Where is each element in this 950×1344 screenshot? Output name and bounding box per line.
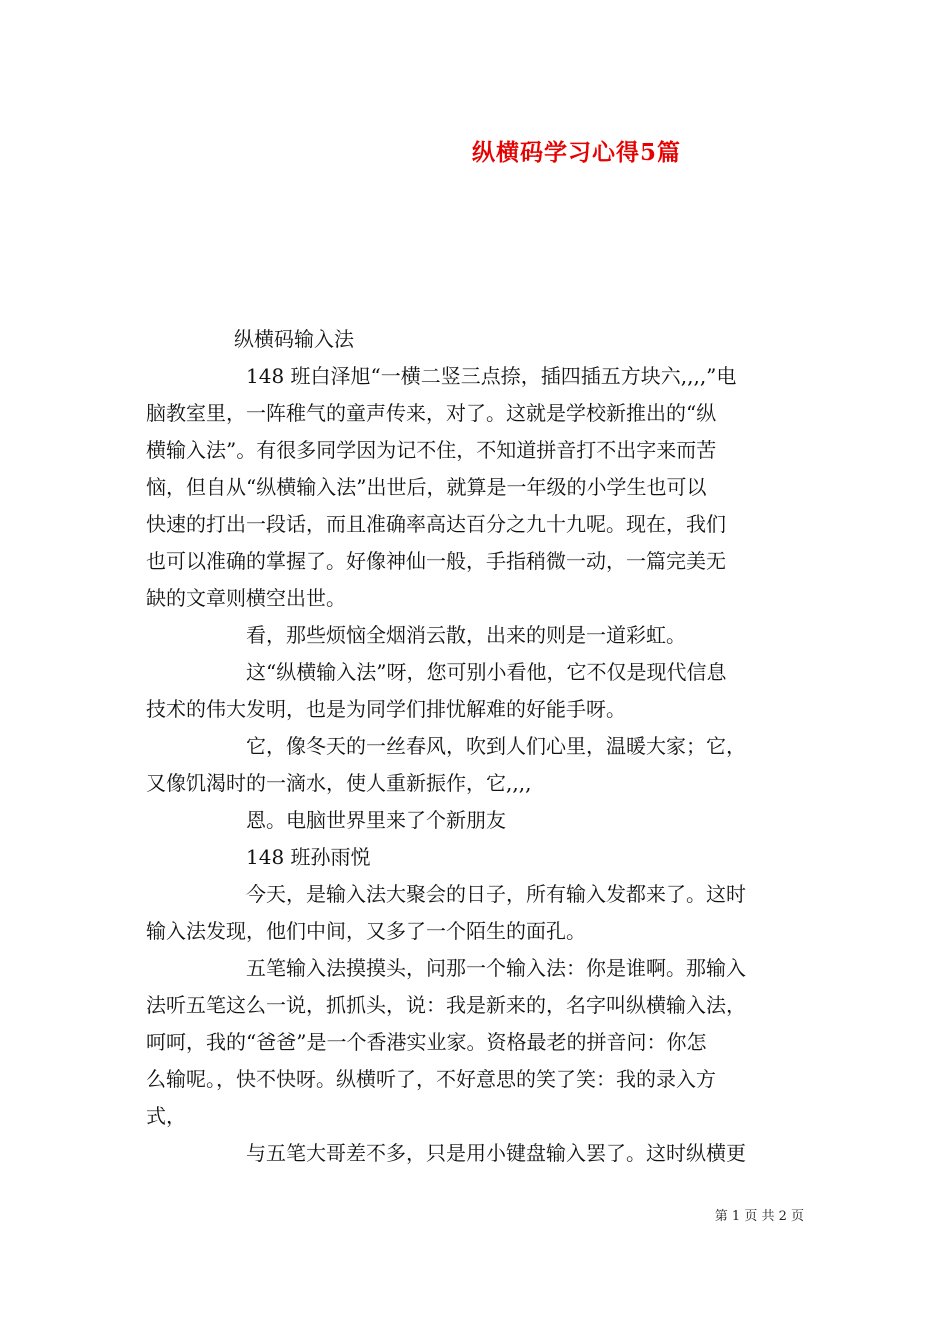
paragraph-line: 恩。电脑世界里来了个新朋友 [246, 808, 506, 832]
paragraph-line: 它，像冬天的一丝春风，吹到人们心里，温暖大家；它， [246, 734, 746, 758]
paragraph-line: 技术的伟大发明，也是为同学们排忧解难的好能手呀。 [146, 697, 626, 721]
section-heading: 纵横码输入法 [234, 327, 354, 351]
page-number-footer: 第 1 页 共 2 页 [714, 1209, 804, 1224]
paragraph-line: 与五笔大哥差不多，只是用小键盘输入罢了。这时纵横更 [246, 1141, 746, 1165]
paragraph-line: 148 班白泽旭“一横二竖三点捺，插四插五方块六,,,,”电 [246, 364, 737, 388]
paragraph-line: 脑教室里，一阵稚气的童声传来，对了。这就是学校新推出的“纵 [146, 401, 717, 425]
paragraph-line: 么输呢。，快不快呀。纵横听了，不好意思的笑了笑：我的录入方 [146, 1067, 716, 1091]
paragraph-line: 式， [146, 1104, 186, 1128]
document-title: 纵横码学习心得5篇 [472, 139, 682, 166]
paragraph-line: 又像饥渴时的一滴水，使人重新振作，它,,,, [146, 771, 532, 795]
paragraph-line: 恼，但自从“纵横输入法”出世后，就算是一年级的小学生也可以 [146, 475, 707, 499]
paragraph-line: 呵呵，我的“爸爸”是一个香港实业家。资格最老的拼音问：你怎 [146, 1030, 707, 1054]
paragraph-line: 法听五笔这么一说，抓抓头，说：我是新来的，名字叫纵横输入法， [146, 993, 746, 1017]
paragraph-line: 这“纵横输入法”呀，您可别小看他，它不仅是现代信息 [246, 660, 727, 684]
paragraph-line: 五笔输入法摸摸头，问那一个输入法：你是谁啊。那输入 [246, 956, 746, 980]
paragraph-line: 今天，是输入法大聚会的日子，所有输入发都来了。这时 [246, 882, 746, 906]
paragraph-line: 看，那些烦恼全烟消云散，出来的则是一道彩虹。 [246, 623, 686, 647]
document-body [146, 321, 816, 1172]
paragraph-line: 快速的打出一段话，而且准确率高达百分之九十九呢。现在，我们 [146, 512, 726, 536]
author-line: 148 班孙雨悦 [246, 845, 371, 869]
paragraph-line: 也可以准确的掌握了。好像神仙一般，手指稍微一动，一篇完美无 [146, 549, 726, 573]
paragraph-line: 输入法发现，他们中间，又多了一个陌生的面孔。 [146, 919, 586, 943]
paragraph-line: 缺的文章则横空出世。 [146, 586, 346, 610]
paragraph-line: 横输入法”。有很多同学因为记不住，不知道拼音打不出字来而苦 [146, 438, 717, 462]
